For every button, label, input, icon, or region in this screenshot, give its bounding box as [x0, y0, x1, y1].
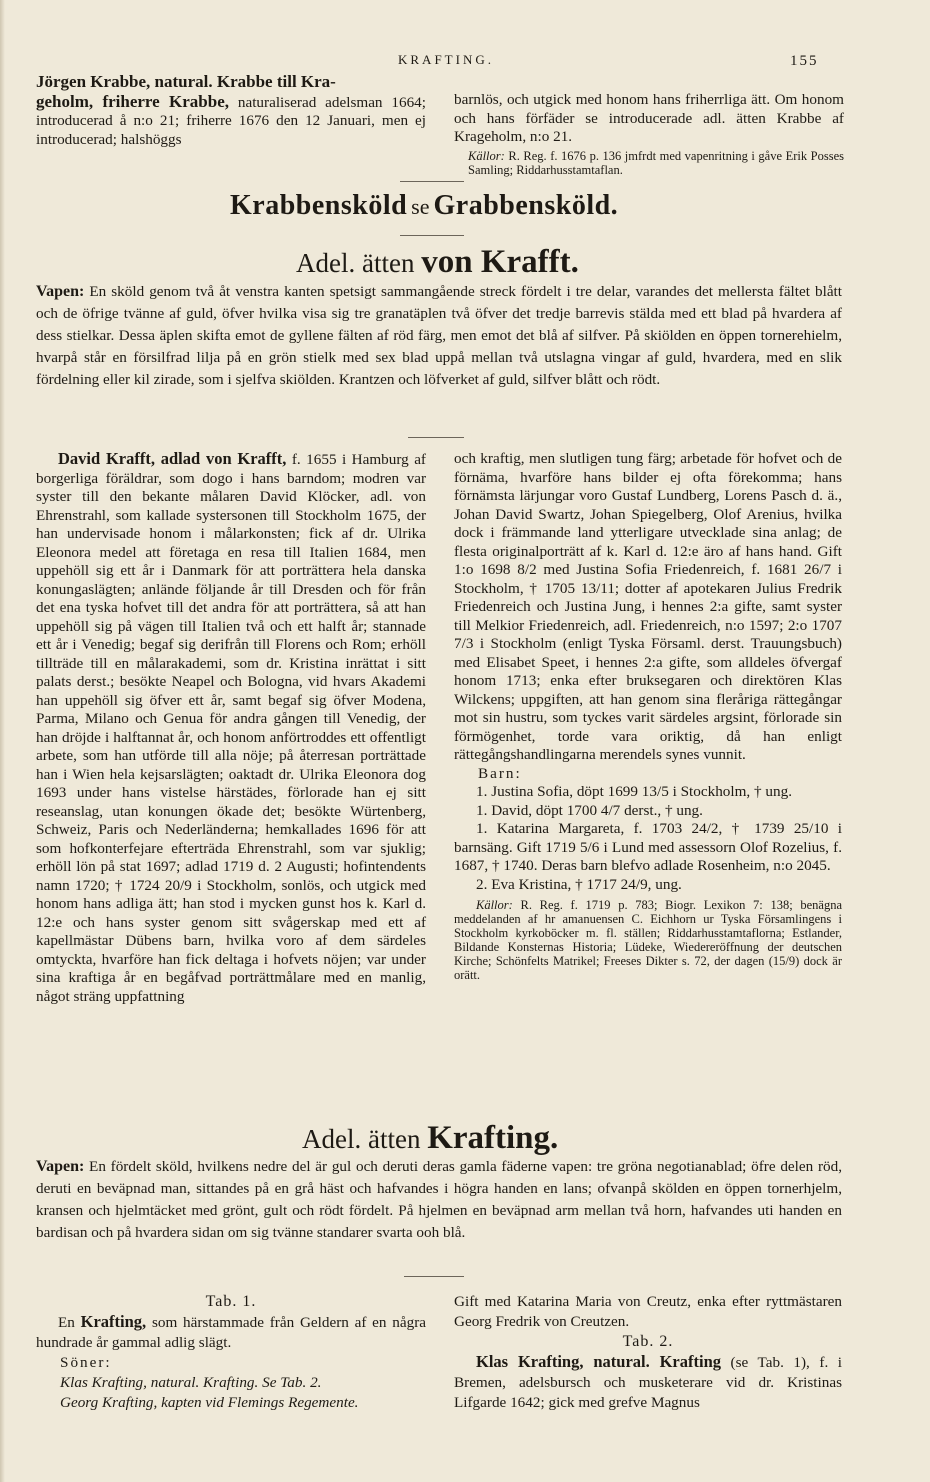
krafting-vapen-paragraph: [36, 1156, 842, 1244]
krabbe-sources-label: Källor:: [468, 148, 505, 163]
page-fold-shadow: [0, 0, 5, 1482]
tab1-intro-pre: En: [58, 1314, 81, 1331]
krabbenskold-se: se: [411, 194, 430, 219]
tab1-soner-label: Söner:: [60, 1354, 112, 1371]
tab2-title: Tab. 2.: [622, 1333, 674, 1350]
krafft-vapen-label: Vapen:: [36, 283, 85, 300]
krabbe-sources-text: R. Reg. f. 1676 p. 136 jmfrdt med vapenritning i gåve Erik Posses Samling; Riddarhusstamtaflan.: [468, 148, 844, 177]
krafft-vapen-paragraph: [36, 281, 842, 391]
krafft-vapen-text: En sköld genom två åt venstra kanten spetsigt sammangående streck fördelt i tre delar, varandes det mellersta fältet blått och de öfrige tvänne af guld, öfver hvilka visa sig tre granatäplen två öfver det tredje barrevis stälda med ett blad på hvardera af dess stielkar. Dessa äplen skifta emot de gyllene fälten af röd färg, men emot det blå af silfver. På skiölden en öppen tornerehielm, hvarpå står en försilfrad lilja på en grön stielk med sex blad uppå mellan två utslagna vingar af guld, hvardera, med en slik fördelning eller kil zirade, som i sjelfva skiölden. Krantzen och löfverket af guld, silfver blått och rödt.: [36, 283, 842, 388]
barn-item-4: 2. Eva Kristina, † 1717 24/9, ung.: [476, 875, 682, 893]
krabbe-left-text: naturaliserad adelsman 1664; introducerad å n:o 21; friherre 1676 den 12 Januari, men ej introducerad; halshöggs: [36, 93, 426, 148]
krabbe-right-text: barnlös, och utgick med honom hans friherrliga ätt. Om honom och hans förfäder se introducerade adl. ätten Krabbe af Krageholm, n:o 21.: [454, 91, 844, 145]
barn-item-2: 1. David, döpt 1700 4/7 derst., † ung.: [476, 801, 703, 819]
barn-item-1: 1. Justina Sofia, döpt 1699 13/5 i Stockholm, † ung.: [476, 783, 792, 800]
tab1-intro-name: Krafting,: [80, 1312, 147, 1331]
barn-label: Barn:: [478, 764, 522, 782]
tab2-heading: Klas Krafting, natural. Krafting: [476, 1352, 722, 1371]
david-right-column: [454, 450, 842, 982]
divider-rule: [408, 437, 464, 438]
krafting-title-name: Krafting.: [427, 1120, 559, 1156]
tab2-gift-text: Gift med Katarina Maria von Creutz, enka efter ryttmästaren Georg Fredrik von Creutzen.: [454, 1293, 842, 1330]
krabbenskold-name: Krabbensköld: [230, 190, 408, 221]
tab2-column: [454, 1292, 842, 1413]
divider-rule: [400, 181, 464, 182]
tab1-column: [36, 1292, 426, 1413]
david-left-column: [36, 450, 426, 1006]
tab1-title: Tab. 1.: [205, 1293, 257, 1310]
krabbe-left-column: [36, 73, 426, 149]
krafting-vapen-text: En fördelt sköld, hvilkens nedre del är gul och deruti deras gamla fäderne vapen: tre gröna negotianablad; öfre delen röd, deruti en beväpnad man, sittandes på en grå häst och hafvandes i högra handen en lans; ofvanpå skölden en öppen tornerhjelm, kransen och hjelmtäcket med grönt, gult och rödt fördelt. På hjelmen en beväpnad arm mellan två horn, hafvandes uti handen en bardisan och på hvardera sidan om sig tvänne standarer svarta ooh blå.: [36, 1158, 842, 1241]
krafting-section-title: [302, 1120, 558, 1157]
david-left-text: f. 1655 i Hamburg af borgerliga föräldrar, som dogo i hans barndom; modren var syster till den bekante målaren David Klöcker, adl. von Ehrenstrahl, som kallade systersonen till Stockholm 1675, der han undervisade honom i målarkonsten; fick af dr. Ulrika Eleonora medel att företaga en resa till Italien 1684, men uppehöll sig ett år i Danmark för att porträttera hela danska konungaslägten; anlände följande år till Dresden och för från det ena tyska hofvet till det andra för att porträttera, så att han uppehöll sig på vägen till Italien två och ett halft år; stannade ett år i Venedig; begaf sig derifrån till Florens och Rom; erhöll tillträde till en målarakademi, som dr. Kristina inrättat i sitt palats derst.; besökte Neapel och Bologna, vid hvars Akademi han uppehöll sig öfver ett år, samt begaf sig öfver Modena, Parma, Milano och Genua för andra gången till Venedig, der han dröjde i halftannat år, och honom anförtroddes ett offentligt arbete, som han utförde till alla nöje; på återresan porträttade han i Wien hela kejsarslägten; oaktadt dr. Ulrika Eleonora dog 1693 under hans vistelse härstädes, förlorade han ej sitt reseanslag, utan konungen ökade det; besökte Würtenberg, Schweiz, Paris och Nederländerna; hemkallades 1696 för att som hofkonterfejare efterträda Ehrenstrahl, som var sjuklig; erhöll lön på stat 1697; adlad 1719 d. 2 Augusti; hofintendents namn 1720; † 1724 20/9 i Stockholm, sonlös, och utgick med honom hans adliga ätt; han stod i mycken gunst hos k. Karl d. 12:e och hans syster genom sitt svågerskap med ett af kapellmästar Dübens barn, hvilka voro af dem särdeles omtyckta, hvarföre han fick deltaga i hofvets nöjen; var under sina kraftiga år en begåfvad porträttmålare med en manlig, något sträng uppfattning: [36, 451, 426, 1005]
krabbe-heading-2: geholm, friherre Krabbe,: [36, 91, 230, 111]
divider-rule: [400, 235, 464, 236]
david-sources-label: Källor:: [476, 898, 513, 912]
tab1-son-2: Georg Krafting, kapten vid Flemings Regemente.: [60, 1394, 359, 1411]
krafting-vapen-label: Vapen:: [36, 1158, 85, 1175]
krafft-title-prefix: Adel. ätten: [296, 248, 415, 278]
krabbe-right-column: [454, 91, 844, 177]
krabbenskold-target: Grabbensköld.: [433, 190, 619, 221]
divider-rule: [404, 1276, 464, 1277]
running-title: KRAFTING.: [398, 52, 494, 67]
page-number: 155: [790, 53, 819, 69]
krafft-section-title: [296, 244, 579, 281]
david-right-text: och kraftig, men slutligen tung färg; arbetade för hofvet och de förnäma, hvarföre hans bilder ej ofta förekomma; hans förnämsta lärjungar voro Gustaf Lundberg, Lorens Pasch d. ä., Johan David Swartz, Johan Spiegelberg, Olof Arenius, hvilka dock i främmande land ytterligare utvecklade sina anlag; de flesta originalporträtt af k. Karl d. 12:e äro af hans hand. Gift 1:o 1698 8/2 med Justina Sofia Friedenreich, f. 1681 26/7 i Stockholm, † 1705 13/11; dotter af apotekaren Julius Fredrik Friedenreich och Justina Jung, i hennes 2:a gifte, samt syster till Melkior Friedenreich, adl. Friedenreich, n:o 1597; 2:o 1707 7/3 i Stockholm (enligt Tyska Församl. derst. Trauungsbuch) med Elisabet Speet, i hennes 2:a gifte, som alldeles öfvergaf honom 1713; enka efter bruksegaren och direktören Klas Wilckens; uppgiften, att han genom sina fleråriga rättegångar mot sin hustru, som tyckes varit särdeles argsint, förlorade sin förmögenhet, torde vara oriktig, då han enligt rättegångshandlingarna merendels synes vunnit.: [454, 450, 842, 763]
barn-item-3: 1. Katarina Margareta, f. 1703 24/2, † 1739 25/10 i barnsäng. Gift 1719 5/6 i Lund med assessorn Olof Rozelius, f. 1687, † 1740. Deras barn blefvo adlade Rosenheim, n:o 2045.: [454, 820, 842, 874]
krafft-title-name: von Krafft.: [421, 244, 579, 280]
tab1-intro-text: som härstammade från Geldern af en några hundrade år gammal adlig slägt.: [36, 1314, 426, 1351]
david-heading: David Krafft, adlad von Krafft,: [58, 449, 287, 468]
krabbe-heading: Jörgen Krabbe, natural. Krabbe till Kra-: [36, 72, 336, 91]
david-sources-text: R. Reg. f. 1719 p. 783; Biogr. Lexikon 7: 138; benägna meddelanden af hr amanuensen C. Eichhorn ur Tyska Församlingens i Stockholm kyrkoböcker m. fl. ställen; Riddarhusstamtaflorna; Estlander, Bildande Konsternas Historia; Lüdeke, Wiedereröffnung der deutschen Kirche; Schönfelts Matrikel; Freeses Dikter s. 72, der dagen (15/9) dock är orätt.: [454, 898, 842, 982]
krafting-title-prefix: Adel. ätten: [302, 1124, 421, 1154]
krabbenskold-crossref: [230, 190, 710, 222]
tab2-text: (se Tab. 1), f. i Bremen, adelsbursch och musketerare vid dr. Kristinas Lifgarde 1642; gick med grefve Magnus: [454, 1354, 842, 1411]
tab1-son-1: Klas Krafting, natural. Krafting. Se Tab. 2.: [60, 1374, 322, 1391]
